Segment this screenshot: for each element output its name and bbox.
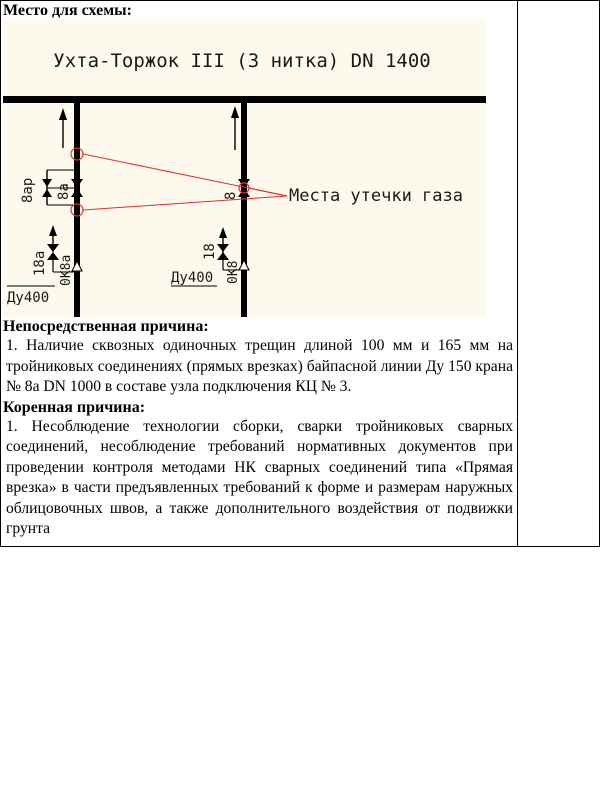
label-18a: 18а (32, 250, 48, 276)
label-8a: 8а (56, 183, 72, 200)
pipeline-title: Ухта-Торжок III (3 нитка) DN 1400 (53, 50, 431, 72)
leak-label: Места утечки газа (289, 186, 463, 206)
direct-cause-heading: Непосредственная причина: (3, 318, 209, 335)
label-18: 18 (202, 243, 218, 260)
main-pipeline (3, 96, 486, 103)
left-branch-pipe (74, 103, 80, 317)
main-cell (1, 1, 518, 547)
direct-cause-text: 1. Наличие сквозных одиночных трещин длиной 100 мм и 165 мм на тройниковых соединениях (прямых врезках) байпасной линии Ду 150 крана № 8а DN 1000 в составе узла подключения КЦ № 3. (6, 337, 513, 395)
root-cause-text: 1. Несоблюдение технологии сборки, сварки тройниковых сварных соединений, несоблюдение требований нормативных документов при проведении контроля методами НК сварных соединений типа «Прямая врезка» в части предъявленных требований к форме и размерам наружных облицовочных швов, а также дополнительного воздействия от подвижки грунта (6, 417, 513, 537)
root-cause-heading: Коренная причина: (3, 398, 146, 416)
scheme-label: Место для схемы: (3, 2, 132, 19)
label-ok8a: 0К8а (59, 254, 74, 286)
pipeline-scheme (3, 20, 486, 317)
label-ok8: 0К8 (226, 260, 241, 284)
label-du400-left: Ду400 (7, 290, 50, 306)
label-du400-right: Ду400 (171, 270, 214, 286)
right-branch-pipe (241, 103, 247, 317)
label-8ar: 8ар (20, 177, 36, 203)
label-8: 8 (223, 191, 239, 200)
side-cell (518, 1, 600, 547)
